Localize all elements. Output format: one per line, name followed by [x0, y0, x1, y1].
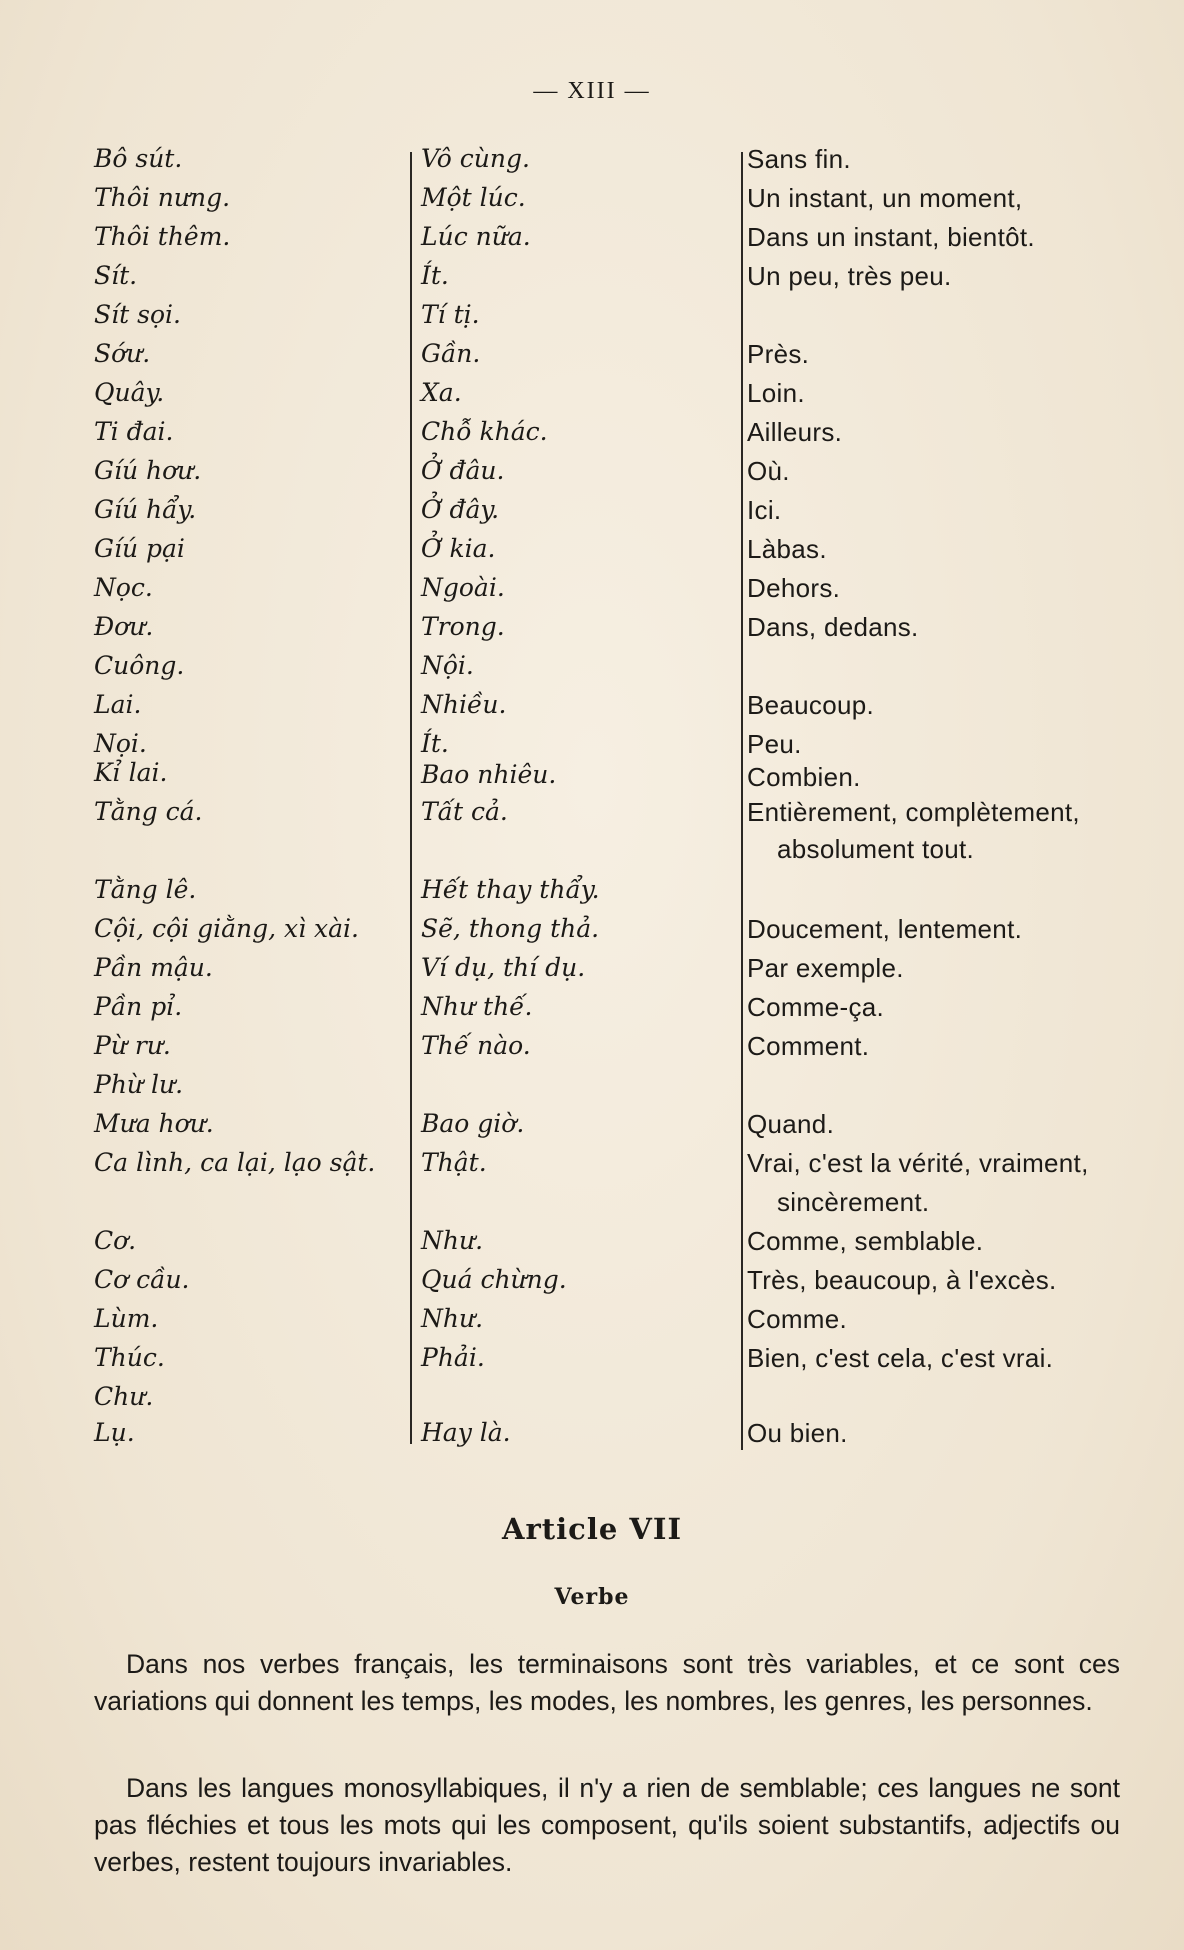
dialect-term: Kỉ lai.	[94, 758, 168, 787]
dialect-term: Cơ cầu.	[94, 1265, 190, 1294]
vietnamese-term: Sẽ, thong thả.	[421, 914, 600, 943]
vietnamese-term: Một lúc.	[421, 183, 526, 212]
dialect-term: Nọc.	[94, 573, 153, 602]
dialect-term: Gíú pại	[94, 534, 185, 563]
dialect-term: Ca lình, ca lại, lạo sật.	[94, 1148, 376, 1177]
french-translation: Làbas.	[747, 534, 827, 564]
dialect-term: Lai.	[94, 690, 142, 719]
french-translation: Ou bien.	[747, 1418, 848, 1448]
vietnamese-term: Như thế.	[421, 992, 533, 1021]
dialect-term: Mưa hơư.	[94, 1109, 214, 1138]
vietnamese-term: Ít.	[421, 261, 449, 290]
french-translation: Dehors.	[747, 573, 841, 603]
french-translation: Où.	[747, 456, 790, 486]
french-translation: Par exemple.	[747, 953, 904, 983]
vietnamese-term: Tất cả.	[421, 797, 508, 826]
vietnamese-term: Vô cùng.	[421, 144, 530, 173]
french-translation: Loin.	[747, 378, 805, 408]
french-translation: sincèrement.	[777, 1187, 930, 1217]
dialect-term: Phừ lư.	[94, 1070, 184, 1099]
french-translation: Bien, c'est cela, c'est vrai.	[747, 1343, 1054, 1373]
dialect-term: Thôi thêm.	[94, 222, 231, 251]
french-translation: Combien.	[747, 762, 861, 792]
vietnamese-term: Tí tị.	[421, 300, 480, 329]
section-heading: Verbe	[554, 1584, 630, 1610]
vietnamese-term: Trong.	[421, 612, 505, 641]
french-translation: Ailleurs.	[747, 417, 843, 447]
french-translation: Peu.	[747, 729, 802, 759]
page-number: — XIII —	[533, 78, 651, 104]
vietnamese-term: Hay là.	[421, 1418, 511, 1447]
french-translation: Quand.	[747, 1109, 835, 1139]
vietnamese-term: Gần.	[421, 339, 481, 368]
vietnamese-term: Ngoài.	[421, 573, 505, 602]
dialect-term: Sít.	[94, 261, 138, 290]
dialect-term: Pần mậu.	[94, 953, 213, 982]
vietnamese-term: Bao giờ.	[421, 1109, 525, 1138]
vietnamese-term: Lúc nữa.	[421, 222, 531, 251]
vietnamese-term: Như.	[421, 1226, 484, 1255]
french-translation: Près.	[747, 339, 810, 369]
french-translation: Un peu, très peu.	[747, 261, 952, 291]
vietnamese-term: Nội.	[421, 651, 474, 680]
french-translation: Comme.	[747, 1304, 848, 1334]
dialect-term: Pần pỉ.	[94, 992, 183, 1021]
article-heading: Article VII	[501, 1512, 683, 1546]
dialect-term: Nọi.	[94, 729, 147, 758]
vietnamese-term: Thật.	[421, 1148, 487, 1177]
vietnamese-term: Thế nào.	[421, 1031, 531, 1060]
dialect-term: Cuông.	[94, 651, 185, 680]
french-translation: Très, beaucoup, à l'excès.	[747, 1265, 1057, 1295]
dialect-term: Quây.	[94, 378, 165, 407]
vietnamese-term: Ví dụ, thí dụ.	[421, 953, 586, 982]
dialect-term: Bô sút.	[94, 144, 183, 173]
vietnamese-term: Như.	[421, 1304, 484, 1333]
french-translation: absolument tout.	[777, 834, 975, 864]
dialect-term: Tằng lê.	[94, 875, 197, 904]
paragraph: Dans nos verbes français, les terminaisons sont très variables, et ce sont ces variations qui donnent les temps, les modes, les nombres, les genres, les personnes.	[94, 1649, 1120, 1716]
french-translation: Comment.	[747, 1031, 870, 1061]
dialect-term: Sít sọi.	[94, 300, 181, 329]
french-translation: Dans, dedans.	[747, 612, 919, 642]
dialect-term: Cội, cội giằng, xì xài.	[94, 914, 359, 943]
vocabulary-table	[0, 144, 1184, 1454]
dialect-term: Tằng cá.	[94, 797, 203, 826]
dialect-term: Thúc.	[94, 1343, 165, 1372]
vietnamese-term: Chỗ khác.	[421, 417, 548, 446]
dialect-term: Pừ rư.	[94, 1031, 171, 1060]
vietnamese-term: Ở kia.	[421, 534, 496, 563]
paragraph: Dans les langues monosyllabiques, il n'y a rien de semblable; ces langues ne sont pas fléchies et tous les mots qui les composent, qu'ils soient substantifs, adjectifs ou verbes, restent toujours invariables.	[94, 1773, 1120, 1877]
dialect-term: Đơư.	[94, 612, 154, 641]
french-translation: Dans un instant, bientôt.	[747, 222, 1035, 252]
vietnamese-term: Nhiều.	[421, 690, 507, 719]
dialect-term: Thôi nưng.	[94, 183, 231, 212]
dialect-term: Cơ.	[94, 1226, 137, 1255]
french-translation: Comme, semblable.	[747, 1226, 984, 1256]
dialect-term: Chư.	[94, 1382, 154, 1411]
dialect-term: Lụ.	[94, 1418, 135, 1447]
dialect-term: Sớư.	[94, 339, 151, 368]
dialect-term: Ti đai.	[94, 417, 174, 446]
vietnamese-term: Hết thay thẩy.	[421, 875, 600, 904]
vietnamese-term: Phải.	[421, 1343, 485, 1372]
french-translation: Entièrement, complètement,	[747, 797, 1080, 827]
french-translation: Beaucoup.	[747, 690, 875, 720]
french-translation: Comme-ça.	[747, 992, 885, 1022]
vietnamese-term: Bao nhiêu.	[421, 760, 557, 789]
french-translation: Vrai, c'est la vérité, vraiment,	[747, 1148, 1089, 1178]
french-translation: Sans fin.	[747, 144, 851, 174]
french-translation: Un instant, un moment,	[747, 183, 1023, 213]
vietnamese-term: Ít.	[421, 729, 449, 758]
vietnamese-term: Ở đây.	[421, 495, 500, 524]
dialect-term: Gíú hơư.	[94, 456, 202, 485]
vietnamese-term: Xa.	[421, 378, 462, 407]
french-translation: Ici.	[747, 495, 782, 525]
dialect-term: Gíú hẩy.	[94, 495, 197, 524]
french-translation: Doucement, lentement.	[747, 914, 1023, 944]
dialect-term: Lùm.	[94, 1304, 159, 1333]
vietnamese-term: Quá chừng.	[421, 1265, 567, 1294]
vietnamese-term: Ở đâu.	[421, 456, 505, 485]
